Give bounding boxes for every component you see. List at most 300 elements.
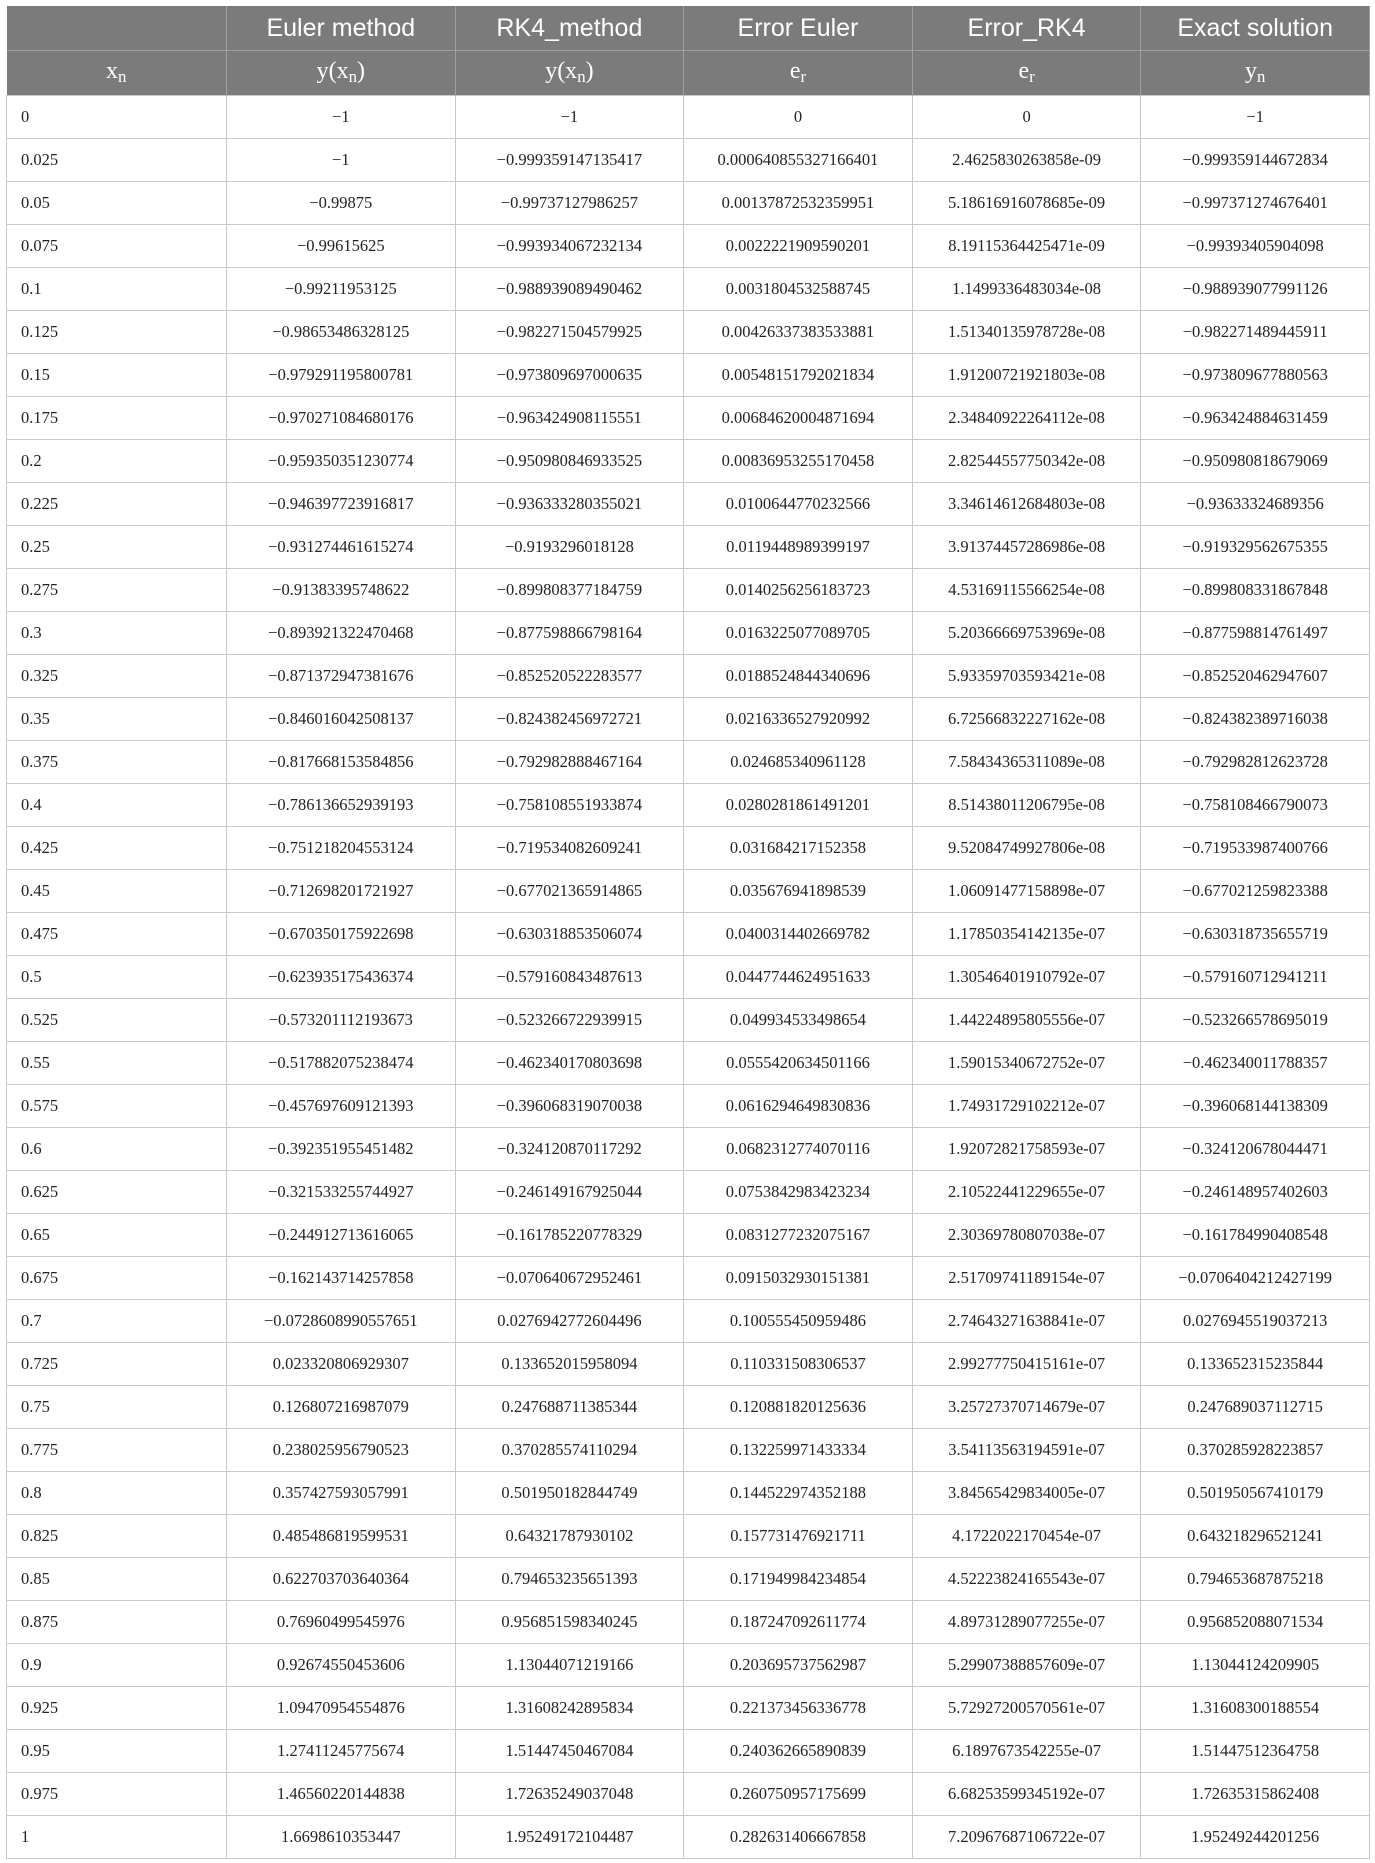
cell-error-euler: 0.00836953255170458 xyxy=(684,440,913,483)
cell-error-euler: 0.221373456336778 xyxy=(684,1687,913,1730)
cell-exact-y: 1.51447512364758 xyxy=(1141,1730,1370,1773)
cell-rk4-y: −0.630318853506074 xyxy=(455,913,684,956)
header-symbol-rk4-error xyxy=(912,51,1141,96)
cell-rk4-y: −0.877598866798164 xyxy=(455,612,684,655)
cell-euler-y: 0.126807216987079 xyxy=(227,1386,456,1429)
table-row xyxy=(7,397,1370,440)
cell-error-euler: 0.203695737562987 xyxy=(684,1644,913,1687)
cell-rk4-y: −0.161785220778329 xyxy=(455,1214,684,1257)
table-row xyxy=(7,1300,1370,1343)
table-row xyxy=(7,311,1370,354)
cell-euler-y: −0.91383395748622 xyxy=(227,569,456,612)
cell-exact-y: −0.719533987400766 xyxy=(1141,827,1370,870)
cell-euler-y: −0.162143714257858 xyxy=(227,1257,456,1300)
table-row xyxy=(7,1515,1370,1558)
cell-error-rk4: 2.4625830263858e-09 xyxy=(912,139,1141,182)
symbol-base: x xyxy=(106,58,119,85)
cell-xn: 0.175 xyxy=(7,397,227,440)
table-row xyxy=(7,1171,1370,1214)
table-row xyxy=(7,1472,1370,1515)
cell-euler-y: −0.786136652939193 xyxy=(227,784,456,827)
cell-rk4-y: 1.31608242895834 xyxy=(455,1687,684,1730)
cell-error-euler: 0.0188524844340696 xyxy=(684,655,913,698)
cell-xn: 0.775 xyxy=(7,1429,227,1472)
table-row xyxy=(7,1386,1370,1429)
cell-exact-y: −0.161784990408548 xyxy=(1141,1214,1370,1257)
cell-euler-y: −0.979291195800781 xyxy=(227,354,456,397)
cell-xn: 0.2 xyxy=(7,440,227,483)
cell-rk4-y: −0.579160843487613 xyxy=(455,956,684,999)
cell-euler-y: 1.6698610353447 xyxy=(227,1816,456,1859)
cell-error-euler: 0.0682312774070116 xyxy=(684,1128,913,1171)
cell-euler-y: −0.517882075238474 xyxy=(227,1042,456,1085)
cell-exact-y: 0.0276945519037213 xyxy=(1141,1300,1370,1343)
cell-euler-y: 1.27411245775674 xyxy=(227,1730,456,1773)
cell-rk4-y: −0.677021365914865 xyxy=(455,870,684,913)
cell-error-rk4: 5.20366669753969e-08 xyxy=(912,612,1141,655)
cell-rk4-y: 0.794653235651393 xyxy=(455,1558,684,1601)
cell-error-euler: 0.120881820125636 xyxy=(684,1386,913,1429)
cell-xn: 0.675 xyxy=(7,1257,227,1300)
cell-euler-y: −0.670350175922698 xyxy=(227,913,456,956)
cell-xn: 0.425 xyxy=(7,827,227,870)
cell-exact-y: 0.501950567410179 xyxy=(1141,1472,1370,1515)
cell-error-rk4: 8.19115364425471e-09 xyxy=(912,225,1141,268)
cell-exact-y: −0.950980818679069 xyxy=(1141,440,1370,483)
cell-euler-y: −0.959350351230774 xyxy=(227,440,456,483)
cell-rk4-y: −0.973809697000635 xyxy=(455,354,684,397)
cell-exact-y: −0.852520462947607 xyxy=(1141,655,1370,698)
cell-rk4-y: −0.719534082609241 xyxy=(455,827,684,870)
cell-rk4-y: 0.0276942772604496 xyxy=(455,1300,684,1343)
cell-xn: 0.15 xyxy=(7,354,227,397)
cell-error-rk4: 1.91200721921803e-08 xyxy=(912,354,1141,397)
cell-euler-y: −0.623935175436374 xyxy=(227,956,456,999)
cell-exact-y: 1.72635315862408 xyxy=(1141,1773,1370,1816)
cell-euler-y: −0.946397723916817 xyxy=(227,483,456,526)
table-row xyxy=(7,225,1370,268)
cell-exact-y: 0.133652315235844 xyxy=(1141,1343,1370,1386)
cell-euler-y: −0.817668153584856 xyxy=(227,741,456,784)
cell-euler-y: −1 xyxy=(227,96,456,139)
table-header xyxy=(7,6,1370,96)
cell-rk4-y: −0.523266722939915 xyxy=(455,999,684,1042)
table-row xyxy=(7,655,1370,698)
cell-error-euler: 0.0100644770232566 xyxy=(684,483,913,526)
cell-error-rk4: 8.51438011206795e-08 xyxy=(912,784,1141,827)
header-error-euler: Error Euler xyxy=(684,6,913,51)
cell-euler-y: 0.92674550453606 xyxy=(227,1644,456,1687)
cell-euler-y: −0.970271084680176 xyxy=(227,397,456,440)
cell-error-rk4: 2.34840922264112e-08 xyxy=(912,397,1141,440)
table-row xyxy=(7,139,1370,182)
cell-error-euler: 0.0022221909590201 xyxy=(684,225,913,268)
cell-xn: 0.975 xyxy=(7,1773,227,1816)
cell-error-rk4: 1.17850354142135e-07 xyxy=(912,913,1141,956)
cell-euler-y: 1.46560220144838 xyxy=(227,1773,456,1816)
cell-exact-y: −0.523266578695019 xyxy=(1141,999,1370,1042)
table-row xyxy=(7,1128,1370,1171)
table-row xyxy=(7,1343,1370,1386)
cell-xn: 0 xyxy=(7,96,227,139)
cell-error-euler: 0.260750957175699 xyxy=(684,1773,913,1816)
table-row xyxy=(7,268,1370,311)
table-row xyxy=(7,1816,1370,1859)
cell-error-rk4: 5.18616916078685e-09 xyxy=(912,182,1141,225)
cell-error-rk4: 2.30369780807038e-07 xyxy=(912,1214,1141,1257)
symbol-base: y xyxy=(1244,58,1257,85)
symbol-suffix: ) xyxy=(356,58,365,85)
cell-error-euler: 0.00548151792021834 xyxy=(684,354,913,397)
cell-exact-y: 0.956852088071534 xyxy=(1141,1601,1370,1644)
cell-rk4-y: 0.501950182844749 xyxy=(455,1472,684,1515)
cell-xn: 0.05 xyxy=(7,182,227,225)
cell-rk4-y: −1 xyxy=(455,96,684,139)
cell-xn: 0.575 xyxy=(7,1085,227,1128)
cell-euler-y: −0.99615625 xyxy=(227,225,456,268)
cell-euler-y: 1.09470954554876 xyxy=(227,1687,456,1730)
cell-xn: 0.4 xyxy=(7,784,227,827)
cell-error-rk4: 9.52084749927806e-08 xyxy=(912,827,1141,870)
header-symbol-xn xyxy=(7,51,227,96)
table-body xyxy=(7,96,1370,1859)
cell-error-euler: 0.0915032930151381 xyxy=(684,1257,913,1300)
cell-xn: 0.375 xyxy=(7,741,227,784)
cell-exact-y: 1.95249244201256 xyxy=(1141,1816,1370,1859)
table-row xyxy=(7,1558,1370,1601)
table-row xyxy=(7,999,1370,1042)
header-symbol-rk4-y xyxy=(455,51,684,96)
cell-euler-y: 0.023320806929307 xyxy=(227,1343,456,1386)
cell-rk4-y: −0.963424908115551 xyxy=(455,397,684,440)
cell-exact-y: 0.370285928223857 xyxy=(1141,1429,1370,1472)
symbol-base: y(x xyxy=(316,58,349,85)
table-row xyxy=(7,784,1370,827)
header-corner xyxy=(7,6,227,51)
cell-xn: 0.45 xyxy=(7,870,227,913)
cell-rk4-y: 1.72635249037048 xyxy=(455,1773,684,1816)
table-row xyxy=(7,569,1370,612)
cell-error-rk4: 1.59015340672752e-07 xyxy=(912,1042,1141,1085)
cell-euler-y: −0.931274461615274 xyxy=(227,526,456,569)
cell-error-rk4: 1.1499336483034e-08 xyxy=(912,268,1141,311)
results-table xyxy=(6,6,1370,1859)
table-row xyxy=(7,526,1370,569)
header-symbol-euler-y xyxy=(227,51,456,96)
table-row xyxy=(7,741,1370,784)
cell-rk4-y: 0.133652015958094 xyxy=(455,1343,684,1386)
cell-euler-y: −0.573201112193673 xyxy=(227,999,456,1042)
table-row xyxy=(7,1429,1370,1472)
cell-exact-y: −0.396068144138309 xyxy=(1141,1085,1370,1128)
symbol-subscript: r xyxy=(800,67,807,87)
cell-rk4-y: −0.993934067232134 xyxy=(455,225,684,268)
cell-error-rk4: 6.1897673542255e-07 xyxy=(912,1730,1141,1773)
cell-error-rk4: 4.89731289077255e-07 xyxy=(912,1601,1141,1644)
symbol-subscript: n xyxy=(1256,67,1266,87)
cell-error-euler: 0.0216336527920992 xyxy=(684,698,913,741)
cell-error-rk4: 3.34614612684803e-08 xyxy=(912,483,1141,526)
cell-xn: 0.7 xyxy=(7,1300,227,1343)
cell-rk4-y: −0.070640672952461 xyxy=(455,1257,684,1300)
cell-error-rk4: 7.58434365311089e-08 xyxy=(912,741,1141,784)
cell-rk4-y: −0.246149167925044 xyxy=(455,1171,684,1214)
cell-rk4-y: −0.852520522283577 xyxy=(455,655,684,698)
cell-error-euler: 0.0447744624951633 xyxy=(684,956,913,999)
cell-error-rk4: 3.84565429834005e-07 xyxy=(912,1472,1141,1515)
header-row-symbols xyxy=(7,51,1370,96)
cell-rk4-y: −0.462340170803698 xyxy=(455,1042,684,1085)
cell-rk4-y: −0.792982888467164 xyxy=(455,741,684,784)
cell-error-euler: 0.0616294649830836 xyxy=(684,1085,913,1128)
cell-xn: 0.525 xyxy=(7,999,227,1042)
symbol-base: e xyxy=(1018,58,1030,85)
cell-exact-y: −0.899808331867848 xyxy=(1141,569,1370,612)
cell-exact-y: −1 xyxy=(1141,96,1370,139)
cell-error-euler: 0.000640855327166401 xyxy=(684,139,913,182)
cell-euler-y: −0.99211953125 xyxy=(227,268,456,311)
cell-exact-y: −0.579160712941211 xyxy=(1141,956,1370,999)
cell-xn: 0.925 xyxy=(7,1687,227,1730)
cell-rk4-y: 1.95249172104487 xyxy=(455,1816,684,1859)
table-row xyxy=(7,354,1370,397)
cell-exact-y: −0.988939077991126 xyxy=(1141,268,1370,311)
cell-euler-y: 0.238025956790523 xyxy=(227,1429,456,1472)
header-euler-method: Euler method xyxy=(227,6,456,51)
header-symbol-euler-error xyxy=(684,51,913,96)
cell-xn: 0.125 xyxy=(7,311,227,354)
cell-euler-y: −0.751218204553124 xyxy=(227,827,456,870)
cell-euler-y: −0.712698201721927 xyxy=(227,870,456,913)
cell-exact-y: −0.677021259823388 xyxy=(1141,870,1370,913)
cell-exact-y: −0.982271489445911 xyxy=(1141,311,1370,354)
cell-exact-y: 0.247689037112715 xyxy=(1141,1386,1370,1429)
cell-exact-y: −0.0706404212427199 xyxy=(1141,1257,1370,1300)
cell-xn: 0.025 xyxy=(7,139,227,182)
cell-error-rk4: 4.52223824165543e-07 xyxy=(912,1558,1141,1601)
cell-error-rk4: 4.1722022170454e-07 xyxy=(912,1515,1141,1558)
cell-error-euler: 0.0555420634501166 xyxy=(684,1042,913,1085)
cell-error-euler: 0.0140256256183723 xyxy=(684,569,913,612)
cell-error-rk4: 1.06091477158898e-07 xyxy=(912,870,1141,913)
cell-xn: 0.725 xyxy=(7,1343,227,1386)
cell-error-euler: 0 xyxy=(684,96,913,139)
cell-rk4-y: −0.758108551933874 xyxy=(455,784,684,827)
cell-error-rk4: 2.82544557750342e-08 xyxy=(912,440,1141,483)
table-row xyxy=(7,483,1370,526)
cell-rk4-y: −0.396068319070038 xyxy=(455,1085,684,1128)
table-row xyxy=(7,1644,1370,1687)
table-row xyxy=(7,1214,1370,1257)
cell-error-euler: 0.0831277232075167 xyxy=(684,1214,913,1257)
cell-xn: 0.35 xyxy=(7,698,227,741)
cell-rk4-y: −0.99737127986257 xyxy=(455,182,684,225)
table-row xyxy=(7,870,1370,913)
cell-rk4-y: −0.988939089490462 xyxy=(455,268,684,311)
cell-xn: 0.6 xyxy=(7,1128,227,1171)
cell-exact-y: −0.246148957402603 xyxy=(1141,1171,1370,1214)
cell-error-rk4: 2.99277750415161e-07 xyxy=(912,1343,1141,1386)
cell-xn: 0.25 xyxy=(7,526,227,569)
cell-error-rk4: 7.20967687106722e-07 xyxy=(912,1816,1141,1859)
cell-euler-y: 0.622703703640364 xyxy=(227,1558,456,1601)
cell-error-euler: 0.0400314402669782 xyxy=(684,913,913,956)
table-row xyxy=(7,182,1370,225)
cell-error-euler: 0.0753842983423234 xyxy=(684,1171,913,1214)
cell-error-euler: 0.240362665890839 xyxy=(684,1730,913,1773)
cell-exact-y: −0.877598814761497 xyxy=(1141,612,1370,655)
cell-error-rk4: 5.29907388857609e-07 xyxy=(912,1644,1141,1687)
cell-euler-y: −0.846016042508137 xyxy=(227,698,456,741)
cell-euler-y: −0.321533255744927 xyxy=(227,1171,456,1214)
cell-error-rk4: 5.72927200570561e-07 xyxy=(912,1687,1141,1730)
cell-error-rk4: 1.51340135978728e-08 xyxy=(912,311,1141,354)
cell-rk4-y: −0.999359147135417 xyxy=(455,139,684,182)
cell-euler-y: −0.0728608990557651 xyxy=(227,1300,456,1343)
table-row xyxy=(7,1687,1370,1730)
cell-error-euler: 0.0280281861491201 xyxy=(684,784,913,827)
cell-error-euler: 0.144522974352188 xyxy=(684,1472,913,1515)
cell-error-rk4: 1.74931729102212e-07 xyxy=(912,1085,1141,1128)
table-row xyxy=(7,913,1370,956)
cell-error-euler: 0.031684217152358 xyxy=(684,827,913,870)
cell-xn: 0.875 xyxy=(7,1601,227,1644)
cell-error-rk4: 2.51709741189154e-07 xyxy=(912,1257,1141,1300)
cell-error-rk4: 2.10522441229655e-07 xyxy=(912,1171,1141,1214)
cell-euler-y: −0.871372947381676 xyxy=(227,655,456,698)
table-row xyxy=(7,1085,1370,1128)
cell-euler-y: −1 xyxy=(227,139,456,182)
cell-rk4-y: 0.64321787930102 xyxy=(455,1515,684,1558)
cell-error-euler: 0.110331508306537 xyxy=(684,1343,913,1386)
table-row xyxy=(7,698,1370,741)
cell-error-rk4: 1.92072821758593e-07 xyxy=(912,1128,1141,1171)
cell-exact-y: −0.792982812623728 xyxy=(1141,741,1370,784)
cell-euler-y: −0.457697609121393 xyxy=(227,1085,456,1128)
cell-rk4-y: −0.936333280355021 xyxy=(455,483,684,526)
cell-euler-y: 0.357427593057991 xyxy=(227,1472,456,1515)
cell-exact-y: −0.758108466790073 xyxy=(1141,784,1370,827)
cell-exact-y: −0.999359144672834 xyxy=(1141,139,1370,182)
table-row xyxy=(7,827,1370,870)
cell-rk4-y: −0.950980846933525 xyxy=(455,440,684,483)
cell-euler-y: 0.485486819599531 xyxy=(227,1515,456,1558)
cell-error-euler: 0.0163225077089705 xyxy=(684,612,913,655)
cell-exact-y: 1.31608300188554 xyxy=(1141,1687,1370,1730)
cell-rk4-y: 1.13044071219166 xyxy=(455,1644,684,1687)
cell-euler-y: −0.98653486328125 xyxy=(227,311,456,354)
cell-xn: 0.1 xyxy=(7,268,227,311)
cell-error-euler: 0.0119448989399197 xyxy=(684,526,913,569)
cell-error-euler: 0.024685340961128 xyxy=(684,741,913,784)
header-rk4-method: RK4_method xyxy=(455,6,684,51)
cell-error-rk4: 3.54113563194591e-07 xyxy=(912,1429,1141,1472)
cell-xn: 1 xyxy=(7,1816,227,1859)
cell-exact-y: −0.997371274676401 xyxy=(1141,182,1370,225)
cell-exact-y: −0.630318735655719 xyxy=(1141,913,1370,956)
cell-error-rk4: 1.44224895805556e-07 xyxy=(912,999,1141,1042)
cell-rk4-y: −0.9193296018128 xyxy=(455,526,684,569)
cell-exact-y: −0.93633324689356 xyxy=(1141,483,1370,526)
cell-exact-y: −0.99393405904098 xyxy=(1141,225,1370,268)
cell-xn: 0.55 xyxy=(7,1042,227,1085)
cell-euler-y: 0.76960499545976 xyxy=(227,1601,456,1644)
cell-xn: 0.225 xyxy=(7,483,227,526)
table-row xyxy=(7,1042,1370,1085)
cell-error-euler: 0.035676941898539 xyxy=(684,870,913,913)
cell-exact-y: −0.919329562675355 xyxy=(1141,526,1370,569)
cell-rk4-y: 0.370285574110294 xyxy=(455,1429,684,1472)
cell-error-rk4: 2.74643271638841e-07 xyxy=(912,1300,1141,1343)
cell-error-rk4: 0 xyxy=(912,96,1141,139)
symbol-suffix: ) xyxy=(585,58,594,85)
cell-exact-y: 0.643218296521241 xyxy=(1141,1515,1370,1558)
cell-error-euler: 0.282631406667858 xyxy=(684,1816,913,1859)
cell-error-rk4: 3.91374457286986e-08 xyxy=(912,526,1141,569)
cell-euler-y: −0.392351955451482 xyxy=(227,1128,456,1171)
cell-xn: 0.275 xyxy=(7,569,227,612)
cell-error-euler: 0.187247092611774 xyxy=(684,1601,913,1644)
cell-xn: 0.65 xyxy=(7,1214,227,1257)
cell-exact-y: −0.462340011788357 xyxy=(1141,1042,1370,1085)
table-row xyxy=(7,440,1370,483)
table-row xyxy=(7,612,1370,655)
cell-xn: 0.825 xyxy=(7,1515,227,1558)
symbol-base: e xyxy=(789,58,801,85)
cell-error-rk4: 4.53169115566254e-08 xyxy=(912,569,1141,612)
cell-error-euler: 0.00426337383533881 xyxy=(684,311,913,354)
symbol-subscript: n xyxy=(118,67,127,87)
cell-rk4-y: 0.247688711385344 xyxy=(455,1386,684,1429)
header-error-rk4: Error_RK4 xyxy=(912,6,1141,51)
table-row xyxy=(7,956,1370,999)
header-exact-solution: Exact solution xyxy=(1141,6,1370,51)
cell-xn: 0.075 xyxy=(7,225,227,268)
cell-error-euler: 0.171949984234854 xyxy=(684,1558,913,1601)
cell-error-euler: 0.049934533498654 xyxy=(684,999,913,1042)
cell-xn: 0.475 xyxy=(7,913,227,956)
cell-xn: 0.5 xyxy=(7,956,227,999)
cell-error-euler: 0.0031804532588745 xyxy=(684,268,913,311)
table-row xyxy=(7,1601,1370,1644)
cell-rk4-y: −0.824382456972721 xyxy=(455,698,684,741)
cell-xn: 0.8 xyxy=(7,1472,227,1515)
table-row xyxy=(7,1730,1370,1773)
cell-exact-y: 0.794653687875218 xyxy=(1141,1558,1370,1601)
cell-error-rk4: 6.72566832227162e-08 xyxy=(912,698,1141,741)
cell-error-rk4: 1.30546401910792e-07 xyxy=(912,956,1141,999)
cell-rk4-y: 0.956851598340245 xyxy=(455,1601,684,1644)
cell-xn: 0.95 xyxy=(7,1730,227,1773)
cell-error-euler: 0.00684620004871694 xyxy=(684,397,913,440)
cell-exact-y: 1.13044124209905 xyxy=(1141,1644,1370,1687)
table-row xyxy=(7,1257,1370,1300)
cell-exact-y: −0.324120678044471 xyxy=(1141,1128,1370,1171)
cell-error-rk4: 5.93359703593421e-08 xyxy=(912,655,1141,698)
symbol-base: y(x xyxy=(545,58,578,85)
cell-rk4-y: −0.899808377184759 xyxy=(455,569,684,612)
symbol-subscript: r xyxy=(1029,67,1035,87)
cell-xn: 0.3 xyxy=(7,612,227,655)
cell-euler-y: −0.99875 xyxy=(227,182,456,225)
cell-exact-y: −0.824382389716038 xyxy=(1141,698,1370,741)
cell-error-euler: 0.132259971433334 xyxy=(684,1429,913,1472)
cell-rk4-y: −0.324120870117292 xyxy=(455,1128,684,1171)
symbol-subscript: n xyxy=(577,67,586,87)
cell-xn: 0.85 xyxy=(7,1558,227,1601)
cell-xn: 0.9 xyxy=(7,1644,227,1687)
cell-exact-y: −0.963424884631459 xyxy=(1141,397,1370,440)
